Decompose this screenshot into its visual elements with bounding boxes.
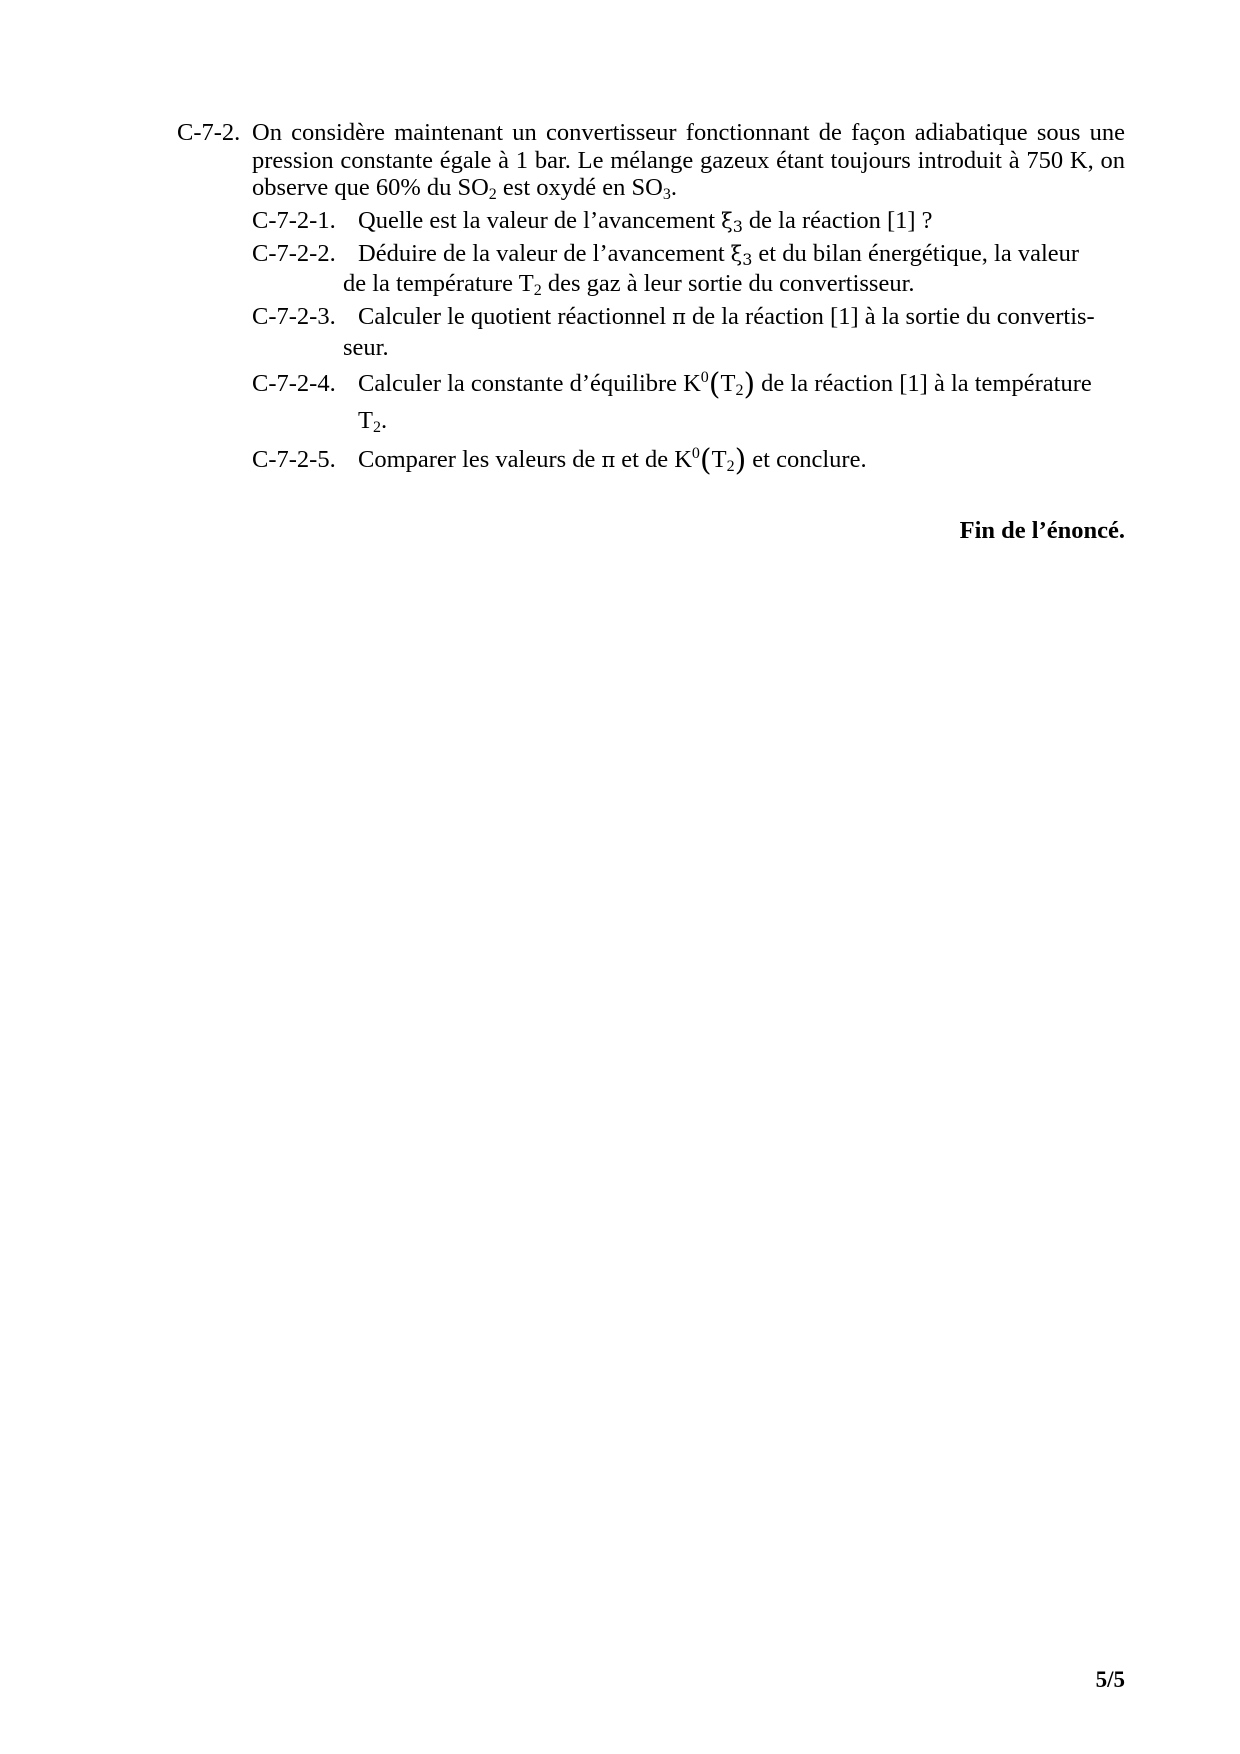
- subquestion-number: C-7-2-3.: [252, 303, 336, 331]
- subquestion-continuation: seur.: [343, 333, 389, 361]
- subquestion-number: C-7-2-4.: [252, 370, 336, 398]
- subquestion-list: [252, 207, 1125, 478]
- subquestion-text: Calculer la constante d’équilibre $K^0(T_2)$ de la réaction [1] à la température: [358, 367, 1092, 403]
- end-of-statement: Fin de l’énoncé.: [959, 517, 1125, 544]
- subquestion-text: Calculer le quotient réactionnel π de la réaction [1] à la sortie du convertis-: [358, 303, 1095, 331]
- subquestion-number: C-7-2-2.: [252, 239, 336, 267]
- page-number: 5/5: [1095, 1667, 1125, 1692]
- subquestion-item: [252, 207, 1125, 235]
- subquestion-item: [252, 442, 1125, 478]
- subquestion-continuation: de la température $T_2$ des gaz à leur sortie du convertisseur.: [343, 270, 915, 300]
- subquestion-number: C-7-2-5.: [252, 445, 336, 473]
- subquestion-text: Comparer les valeurs de π et de $K^0(T_2)$ et conclure.: [358, 442, 867, 478]
- subquestion-item: [252, 303, 1125, 331]
- question-number: C-7-2.: [177, 119, 241, 146]
- subquestion-item: [252, 240, 1125, 268]
- question-c-7-2: [177, 119, 1125, 478]
- subquestion-text: Quelle est la valeur de l’avancement $\xi_3$ de la réaction [1] ?: [358, 207, 933, 237]
- question-statement: On considère maintenant un convertisseur fonctionnant de façon adiabatique sous une pression constante égale à 1 bar. Le mélange gazeux étant toujours introduit à 750 K, on observe que 60% du $SO_2$ est oxydé en $SO_3$.: [252, 119, 1125, 204]
- subquestion-number: C-7-2-1.: [252, 207, 336, 235]
- subquestion-item: [252, 367, 1125, 403]
- subquestion-text: Déduire de la valeur de l’avancement $\xi_3$ et du bilan énergétique, la valeur: [358, 239, 1080, 269]
- subquestion-continuation: $T_2$.: [358, 407, 388, 437]
